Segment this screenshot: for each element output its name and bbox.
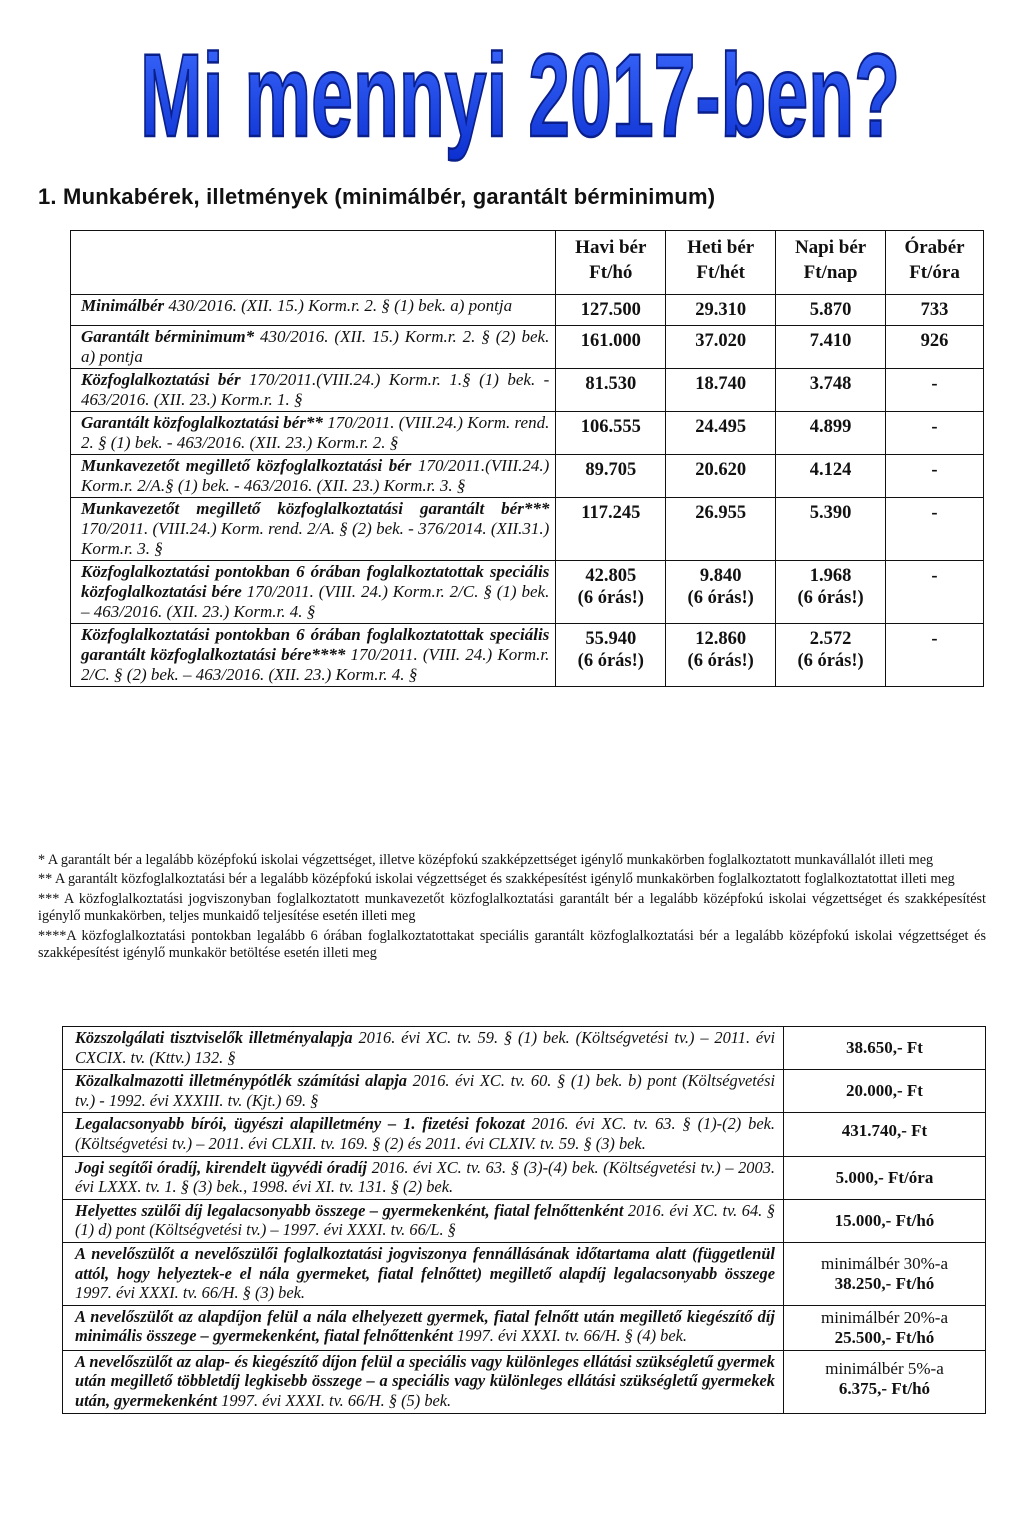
hourly-value: - — [886, 624, 984, 687]
weekly-value: 9.840 (6 órás!) — [666, 561, 776, 624]
value-basis: minimálbér 5%-a — [825, 1358, 944, 1378]
row-label: Munkavezetőt megillető közfoglalkoztatási garantált bér*** 170/2011. (VIII.24.) Korm. rend. 2/A. § (2) bek. - 376/2014. (XII.31.) Korm.r. 3. § — [71, 498, 556, 561]
row-label: A nevelőszülőt az alap- és kiegészítő díjon felül a speciális vagy különleges ellátási szükségletű gyermek után megillető többletdíj legkisebb összege – a speciális vagy különleges ellátási szükségletű gyermekek után, gyermekenként 1997. évi XXXI. tv. 66/H. § (5) bek. — [63, 1350, 784, 1413]
monthly-value: 117.245 — [556, 498, 666, 561]
row-label: Közszolgálati tisztviselők illetményalapja 2016. évi XC. tv. 59. § (1) bek. (Költségvetési tv.) – 2011. évi CXCIX. tv. (Kttv.) 132. § — [63, 1027, 784, 1070]
hourly-value: - — [886, 561, 984, 624]
table-row — [63, 1070, 986, 1113]
weekly-value: 26.955 — [666, 498, 776, 561]
daily-value: 3.748 — [776, 369, 886, 412]
table-row — [71, 295, 984, 326]
section-1-title: 1. Munkabérek, illetmények (minimálbér, garantált bérminimum) — [38, 184, 716, 209]
table-row — [71, 412, 984, 455]
title-banner — [130, 18, 910, 168]
hourly-value: 733 — [886, 295, 984, 326]
table-row — [71, 369, 984, 412]
row-label: Minimálbér 430/2016. (XII. 15.) Korm.r. 2. § (1) bek. a) pontja — [71, 295, 556, 326]
daily-value: 4.899 — [776, 412, 886, 455]
header-hourly: Órabér Ft/óra — [886, 231, 984, 295]
weekly-value: 18.740 — [666, 369, 776, 412]
row-label: Közfoglalkoztatási pontokban 6 órában foglalkoztatottak speciális garantált közfoglalkoztatási bére**** 170/2011. (VIII. 24.) Korm.r. 2/C. § (2) bek. – 463/2016. (XII. 23.) Korm.r. 4. § — [71, 624, 556, 687]
weekly-value: 29.310 — [666, 295, 776, 326]
row-value: 38.650,- Ft — [784, 1027, 986, 1070]
monthly-value: 81.530 — [556, 369, 666, 412]
banner-title: Mi mennyi 2017-ben? — [140, 30, 900, 162]
monthly-value: 161.000 — [556, 326, 666, 369]
table-row — [63, 1156, 986, 1199]
footnote: *** A közfoglalkoztatási jogviszonyban foglalkoztatott munkavezetőt közfoglalkoztatási garantált bér a legalább középfokú iskolai végzettséget és szakképesítést igénylő munkakörben, teljes munkaidő teljesítése esetén illeti meg — [38, 890, 986, 925]
hourly-value: - — [886, 369, 984, 412]
daily-value: 7.410 — [776, 326, 886, 369]
row-label: Közalkalmazotti illetménypótlék számítási alapja 2016. évi XC. tv. 60. § (1) bek. b) pont (Költségvetési tv.) - 1992. évi XXXIII. tv. (Kjt.) 69. § — [63, 1070, 784, 1113]
wage-table-header — [71, 231, 984, 295]
table-row — [63, 1199, 986, 1242]
hourly-value: - — [886, 455, 984, 498]
row-value: minimálbér 5%-a 6.375,- Ft/hó — [784, 1350, 986, 1413]
value-basis: minimálbér 20%-a — [821, 1307, 948, 1327]
row-value: 431.740,- Ft — [784, 1113, 986, 1156]
row-label: A nevelőszülőt az alapdíjon felül a nála elhelyezett gyermek, fiatal felnőtt után megillető kiegészítő díj minimális összege – gyermekenként, fiatal felnőttenként 1997. évi XXXI. tv. 66/H. § (4) bek. — [63, 1305, 784, 1350]
value-basis: minimálbér 30%-a — [821, 1253, 948, 1273]
weekly-value: 37.020 — [666, 326, 776, 369]
weekly-value: 12.860 (6 órás!) — [666, 624, 776, 687]
daily-value: 5.390 — [776, 498, 886, 561]
daily-value: 1.968 (6 órás!) — [776, 561, 886, 624]
weekly-value: 20.620 — [666, 455, 776, 498]
row-value: 15.000,- Ft/hó — [784, 1199, 986, 1242]
monthly-value: 127.500 — [556, 295, 666, 326]
table-row — [63, 1305, 986, 1350]
footnotes — [38, 852, 986, 964]
row-value: minimálbér 20%-a 25.500,- Ft/hó — [784, 1305, 986, 1350]
header-daily: Napi bér Ft/nap — [776, 231, 886, 295]
allowances-table — [62, 1026, 986, 1414]
hourly-value: - — [886, 412, 984, 455]
row-value: 5.000,- Ft/óra — [784, 1156, 986, 1199]
daily-value: 5.870 — [776, 295, 886, 326]
footnote: * A garantált bér a legalább középfokú iskolai végzettséget, illetve középfokú szakképzettséget igénylő munkakörben foglalkoztatott munkavállalót illeti meg — [38, 852, 934, 868]
monthly-value: 106.555 — [556, 412, 666, 455]
table-row — [63, 1027, 986, 1070]
monthly-value: 55.940 (6 órás!) — [556, 624, 666, 687]
row-label: Garantált közfoglalkoztatási bér** 170/2011. (VIII.24.) Korm. rend. 2. § (1) bek. - 463/2016. (XII. 23.) Korm.r. 2. § — [71, 412, 556, 455]
table-row — [63, 1242, 986, 1305]
monthly-value: 42.805 (6 órás!) — [556, 561, 666, 624]
row-value: minimálbér 30%-a 38.250,- Ft/hó — [784, 1242, 986, 1305]
wage-table — [70, 230, 984, 687]
row-label: Közfoglalkoztatási bér 170/2011.(VIII.24.) Korm.r. 1.§ (1) bek. - 463/2016. (XII. 23.) Korm.r. 1. § — [71, 369, 556, 412]
hourly-value: 926 — [886, 326, 984, 369]
row-label: Helyettes szülői díj legalacsonyabb összege – gyermekenként, fiatal felnőttenként 2016. évi XC. tv. 64. § (1) d) pont (Költségvetési tv.) – 1997. évi XXXI. tv. 66/L. § — [63, 1199, 784, 1242]
table-row — [71, 326, 984, 369]
row-label: Garantált bérminimum* 430/2016. (XII. 15.) Korm.r. 2. § (2) bek. a) pontja — [71, 326, 556, 369]
daily-value: 4.124 — [776, 455, 886, 498]
daily-value: 2.572 (6 órás!) — [776, 624, 886, 687]
header-weekly: Heti bér Ft/hét — [666, 231, 776, 295]
row-value: 20.000,- Ft — [784, 1070, 986, 1113]
table-row — [71, 455, 984, 498]
row-label: Jogi segítői óradíj, kirendelt ügyvédi óradíj 2016. évi XC. tv. 63. § (3)-(4) bek. (Költségvetési tv.) – 2003. évi LXXX. tv. 1. § (3) bek., 1998. évi XI. tv. 131. § (2) bek. — [63, 1156, 784, 1199]
table-row — [71, 561, 984, 624]
header-empty — [71, 231, 556, 295]
footnote: ** A garantált közfoglalkoztatási bér a legalább középfokú iskolai végzettséget és szakképesítést igénylő munkakörben foglalkoztatott foglalkoztatottat illeti meg — [38, 871, 955, 888]
weekly-value: 24.495 — [666, 412, 776, 455]
monthly-value: 89.705 — [556, 455, 666, 498]
table-row — [63, 1113, 986, 1156]
header-monthly: Havi bér Ft/hó — [556, 231, 666, 295]
row-label: A nevelőszülőt a nevelőszülői foglalkoztatási jogviszonya fennállásának időtartama alatt (függetlenül attól, hogy helyeztek-e el nála gyermeket, fiatal felnőttet) megillető alapdíj legalacsonyabb összege 1997. évi XXXI. tv. 66/H. § (3) bek. — [63, 1242, 784, 1305]
footnote: ****A közfoglalkoztatási pontokban legalább 6 órában foglalkoztatottakat speciális garantált közfoglalkoztatási bér a legalább középfokú iskolai végzettséget és szakképesítést igénylő munkakör betöltése esetén illeti meg — [38, 927, 986, 962]
table-row — [71, 498, 984, 561]
hourly-value: - — [886, 498, 984, 561]
row-label: Munkavezetőt megillető közfoglalkoztatási bér 170/2011.(VIII.24.) Korm.r. 2/A.§ (1) bek. - 463/2016. (XII. 23.) Korm.r. 3. § — [71, 455, 556, 498]
table-row — [71, 624, 984, 687]
row-label: Legalacsonyabb bírói, ügyészi alapilletmény – 1. fizetési fokozat 2016. évi XC. tv. 63. § (1)-(2) bek. (Költségvetési tv.) – 2011. évi CLXII. tv. 169. § (2) és 2011. évi CLXIV. tv. 59. § (3) bek. — [63, 1113, 784, 1156]
table-row — [63, 1350, 986, 1413]
row-label: Közfoglalkoztatási pontokban 6 órában foglalkoztatottak speciális közfoglalkoztatási bére 170/2011. (VIII. 24.) Korm.r. 2/C. § (1) bek. – 463/2016. (XII. 23.) Korm.r. 4. § — [71, 561, 556, 624]
